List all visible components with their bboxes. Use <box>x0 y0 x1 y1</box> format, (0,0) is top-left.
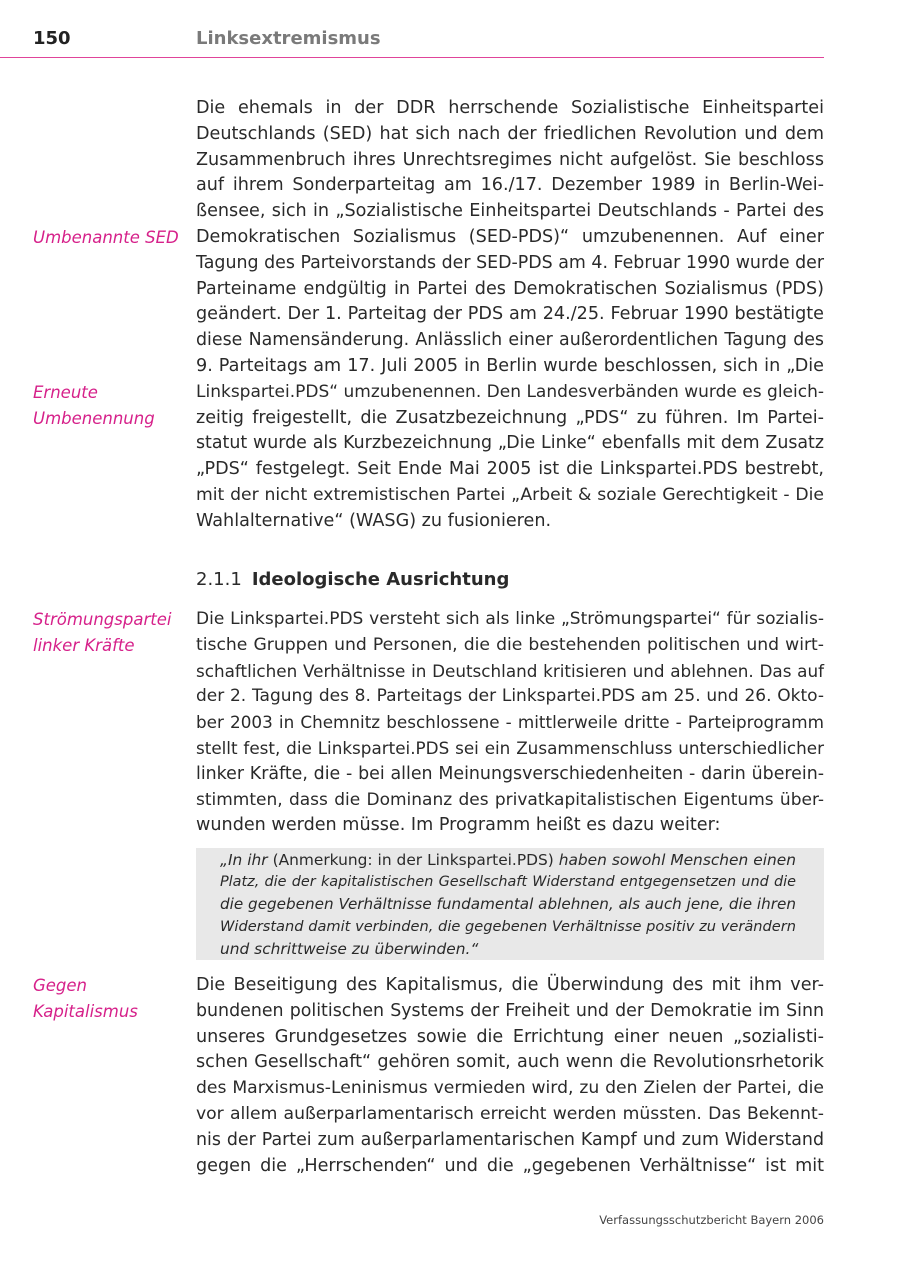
text-line: ßensee, sich in „Sozialistische Einheitspartei Deutschlands - Partei des <box>196 201 824 222</box>
page-number: 150 <box>33 28 71 49</box>
quote-start: „In ihr <box>220 851 268 869</box>
text-line: des Marxismus-Leninismus vermieden wird, zu den Zielen der Partei, die <box>196 1078 824 1099</box>
text-line: der 2. Tagung des 8. Parteitags der Linkspartei.PDS am 25. und 26. Okto- <box>196 686 824 707</box>
text-line: 9. Parteitags am 17. Juli 2005 in Berlin wurde beschlossen, sich in „Die <box>196 355 824 376</box>
text-line: schaftlichen Verhältnisse in Deutschland kritisieren und ablehnen. Das auf <box>196 660 824 681</box>
paragraph-2 <box>196 607 824 839</box>
margin-note-line: Gegen <box>33 976 88 995</box>
margin-note-line: Kapitalismus <box>33 1001 138 1021</box>
text-line: mit der nicht extremistischen Partei „Arbeit & soziale Gerechtigkeit - Die <box>196 484 824 505</box>
text-line: Die Beseitigung des Kapitalismus, die Überwindung des mit ihm ver- <box>196 975 824 995</box>
margin-note-line: Erneute <box>33 383 98 402</box>
quote-line: und schrittweise zu überwinden.“ <box>220 939 479 958</box>
text-line: unseres Grundgesetzes sowie die Errichtung einer neuen „sozialisti- <box>196 1026 824 1047</box>
text-line: Wahlalternative“ (WASG) zu fusionieren. <box>196 510 552 531</box>
quote-line: Platz, die der kapitalistischen Gesellschaft Widerstand entgegensetzen und die <box>220 874 796 891</box>
text-line: tische Gruppen und Personen, die die bestehenden politischen und wirt- <box>196 634 824 655</box>
page-footer: Verfassungsschutzbericht Bayern 2006 <box>599 1213 824 1227</box>
margin-note-line: Umbenennung <box>33 408 155 428</box>
text-line: Deutschlands (SED) hat sich nach der friedlichen Revolution und dem <box>196 123 824 144</box>
section-heading <box>196 569 509 590</box>
text-line: bundenen politischen Systems der Freiheit und der Demokratie im Sinn <box>196 1000 824 1021</box>
margin-note-line: Umbenannte SED <box>33 228 179 247</box>
section-number: 2.1.1 <box>196 569 242 590</box>
quote-continuation: haben sowohl Menschen einen <box>558 851 796 869</box>
text-line: schen Gesellschaft“ gehören somit, auch wenn die Revolutionsrhetorik <box>196 1052 824 1073</box>
page-header <box>0 0 824 58</box>
text-line: Demokratischen Sozialismus (SED-PDS)“ umzubenennen. Auf einer <box>196 226 824 247</box>
text-line: stellt fest, die Linkspartei.PDS sei ein Zusammenschluss unterschiedlicher <box>196 737 824 758</box>
text-line: Zusammenbruch ihres Unrechtsregimes nicht aufgelöst. Sie beschloss <box>196 149 824 170</box>
text-line: stimmten, dass die Dominanz des privatkapitalistischen Eigentums über- <box>196 789 824 810</box>
text-line: Tagung des Parteivorstands der SED-PDS am 4. Februar 1990 wurde der <box>196 252 824 273</box>
text-line: Linkspartei.PDS“ umzubenennen. Den Landesverbänden wurde es gleich- <box>196 381 824 402</box>
text-line: geändert. Der 1. Parteitag der PDS am 24./25. Februar 1990 bestätigte <box>196 304 824 325</box>
chapter-title: Linksextremismus <box>196 28 381 49</box>
text-line: vor allem außerparlamentarisch erreicht werden müssten. Das Bekennt- <box>196 1103 824 1124</box>
margin-note-erneute-umbenennung <box>33 380 155 432</box>
text-line: gegen die „Herrschenden“ und die „gegebenen Verhältnisse“ ist mit <box>196 1155 824 1176</box>
margin-note-gegen-kapitalismus <box>33 973 138 1025</box>
section-title: Ideologische Ausrichtung <box>251 569 510 590</box>
quote-annotation: (Anmerkung: in der Linkspartei.PDS) <box>272 851 554 869</box>
text-line: nis der Partei zum außerparlamentarischen Kampf und zum Widerstand <box>196 1129 824 1150</box>
margin-note-stroemungspartei <box>33 607 171 659</box>
margin-note-line: linker Kräfte <box>33 635 135 655</box>
text-line: statut wurde als Kurzbezeichnung „Die Linke“ ebenfalls mit dem Zusatz <box>196 433 824 454</box>
margin-note-umbenannte-sed <box>33 225 179 251</box>
quote-line: Widerstand damit verbinden, die gegebenen Verhältnisse positiv zu verändern <box>220 917 796 935</box>
text-line: „PDS“ festgelegt. Seit Ende Mai 2005 ist die Linkspartei.PDS bestrebt, <box>196 459 824 480</box>
quote-block <box>196 848 824 960</box>
quote-line <box>220 849 796 871</box>
quote-line: die gegebenen Verhältnisse fundamental ablehnen, als auch jene, die ihren <box>220 895 796 914</box>
text-line: auf ihrem Sonderparteitag am 16./17. Dezember 1989 in Berlin-Wei- <box>196 175 824 196</box>
text-line: Parteiname endgültig in Partei des Demokratischen Sozialismus (PDS) <box>196 278 824 299</box>
text-line: linker Kräfte, die - bei allen Meinungsverschiedenheiten - darin überein- <box>196 763 824 784</box>
text-line: zeitig freigestellt, die Zusatzbezeichnung „PDS“ zu führen. Im Partei- <box>196 407 824 428</box>
text-line: Die Linkspartei.PDS versteht sich als linke „Strömungspartei“ für sozialis- <box>196 609 824 629</box>
paragraph-3 <box>196 973 824 1179</box>
margin-note-line: Strömungspartei <box>33 610 172 629</box>
quote-text <box>220 849 796 960</box>
paragraph-1 <box>196 96 824 535</box>
text-line: diese Namensänderung. Anlässlich einer außerordentlichen Tagung des <box>196 330 824 351</box>
text-line: ber 2003 in Chemnitz beschlossene - mittlerweile dritte - Parteiprogramm <box>196 712 824 733</box>
text-line: Die ehemals in der DDR herrschende Sozialistische Einheitspartei <box>196 98 824 118</box>
text-line: wunden werden müsse. Im Programm heißt es dazu weiter: <box>196 815 721 836</box>
